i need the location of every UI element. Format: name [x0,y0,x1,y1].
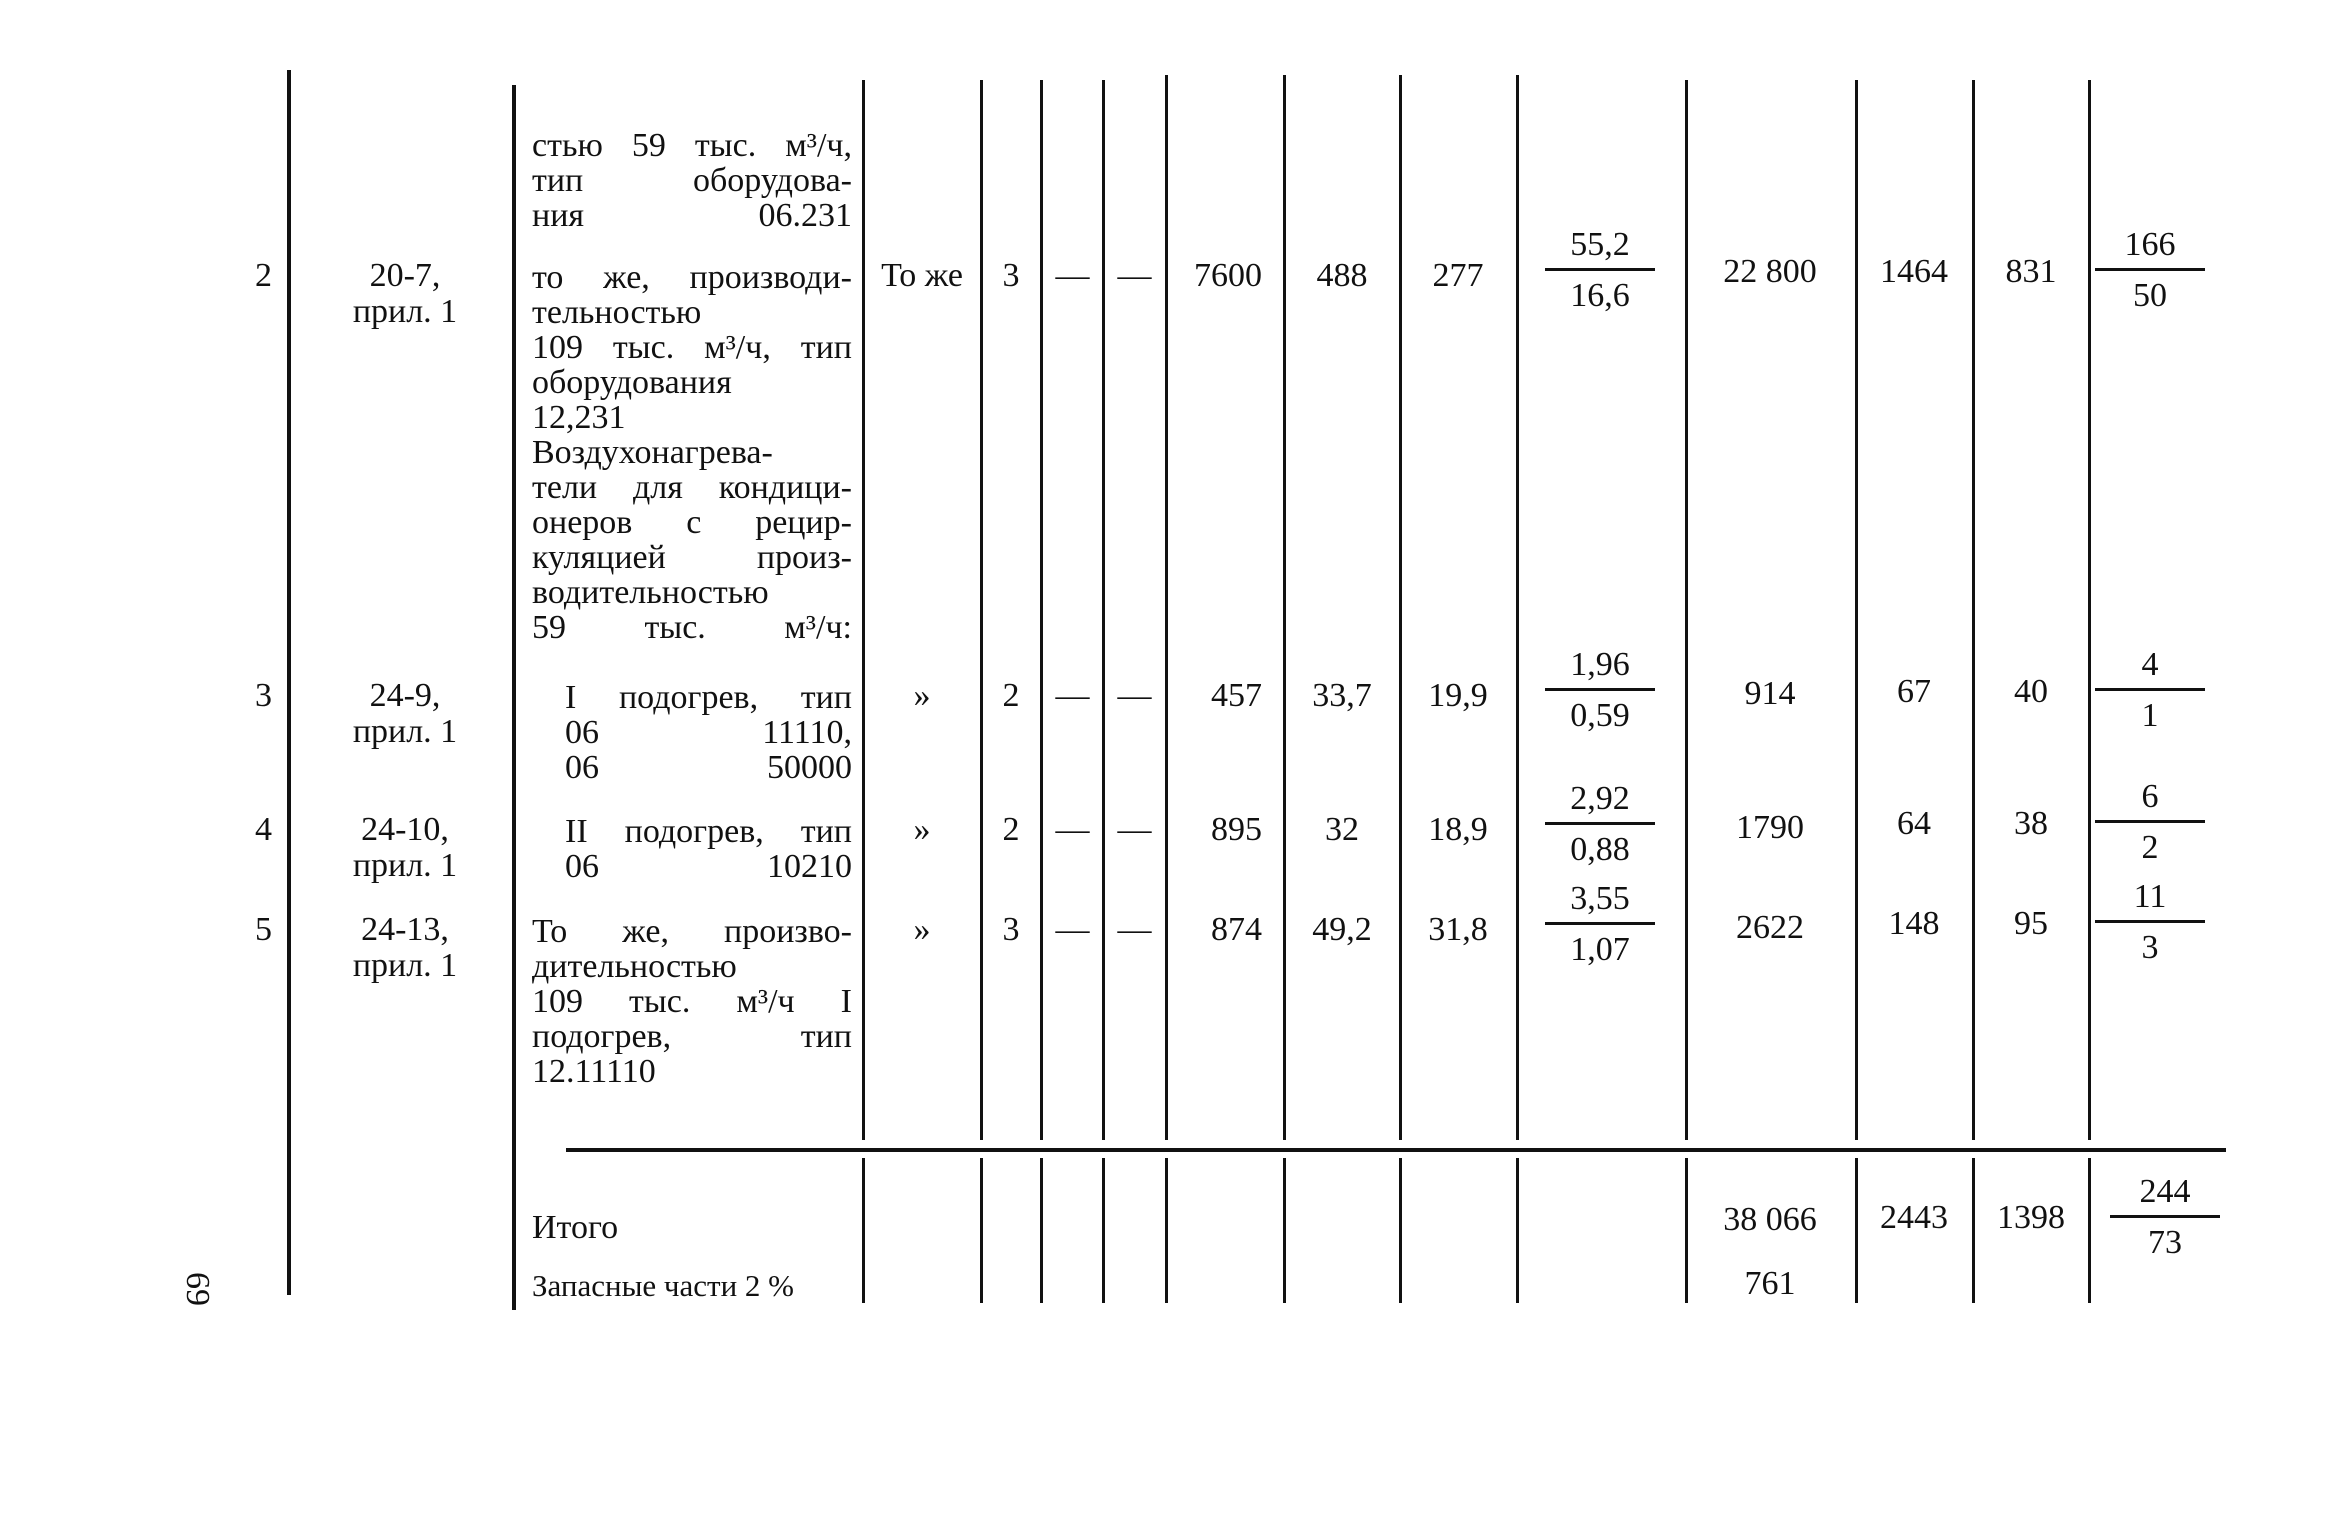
itogo-label: Итого [532,1209,619,1246]
row-total-2: 1464 [1880,253,1948,290]
itogo-total-fraction [2110,1175,2220,1260]
row-price-fraction [1545,228,1655,313]
col-rule-c1 [1102,80,1105,1140]
row-price-fraction [1545,882,1655,967]
desc-line: онеров с рецир- [532,504,852,541]
row-total: 914 [1744,675,1796,712]
desc-line: То же, произво- [532,913,852,950]
row-number: 4 [255,811,272,848]
desc-line: ния 06.231 [532,197,852,234]
desc-line: дительностью [532,948,737,985]
ref-line: прил. 1 [352,713,458,750]
row-col2: — [1117,677,1152,714]
desc-line: оборудования [532,364,732,401]
row-price-2: 32 [1325,811,1359,848]
col-rule-price [1283,75,1286,1140]
row-price-2: 33,7 [1312,677,1372,714]
col-rule-ref [512,85,516,1310]
fraction-denominator: 0,88 [1570,831,1630,868]
col-rule-left [287,70,291,1295]
row-price-3: 18,9 [1428,811,1488,848]
row-price-2: 49,2 [1312,911,1372,948]
spare-parts-label: Запасные части 2 % [532,1268,794,1303]
row-total-3: 40 [2014,673,2048,710]
ref-line: прил. 1 [352,947,458,984]
fraction-numerator: 2,92 [1545,782,1655,825]
fraction-denominator: 1 [2141,697,2159,734]
row-price: 874 [1211,911,1262,948]
sum-rule-pf [1685,1158,1688,1303]
row-price-3: 19,9 [1428,677,1488,714]
ref-line: 24-10, [361,811,449,848]
sum-rule-t3 [2088,1158,2091,1303]
row-total-2: 148 [1888,905,1940,942]
itogo-total-3: 1398 [1997,1199,2065,1236]
ref-line: прил. 1 [352,847,458,884]
row-price-3: 277 [1432,257,1484,294]
desc-line: 59 тыс. м³/ч: [532,609,852,646]
row-unit: » [913,677,931,714]
row-quantity: 3 [1002,911,1020,948]
ref-line: 20-7, [369,257,441,294]
row-total-2: 67 [1897,673,1931,710]
desc-line: то же, производи- [532,259,852,296]
row-price-fraction [1545,782,1655,867]
row-total: 22 800 [1723,253,1817,290]
row-description [532,260,852,645]
row-price: 895 [1211,811,1262,848]
sum-rule-p3 [1516,1158,1519,1303]
row-description [565,814,852,884]
row-price-3: 31,8 [1428,911,1488,948]
sum-rule-t2 [1972,1158,1975,1303]
row-total-3: 38 [2014,805,2048,842]
desc-line: 109 тыс. м³/ч I [532,983,852,1020]
fraction-numerator: 6 [2095,780,2205,823]
row-col2: — [1117,911,1152,948]
col-rule-p3 [1516,75,1519,1140]
col-rule-t2 [1972,80,1975,1140]
row-col1: — [1055,811,1090,848]
row-number: 2 [255,257,272,294]
row-price: 457 [1211,677,1262,714]
row-quantity: 2 [1002,677,1020,714]
sum-rule-unit [980,1158,983,1303]
fraction-numerator: 4 [2095,648,2205,691]
fraction-numerator: 55,2 [1545,228,1655,271]
row-col1: — [1055,911,1090,948]
ref-line: 24-13, [361,911,449,948]
desc-line: I подогрев, тип [565,679,852,716]
fraction-denominator: 16,6 [1570,277,1630,314]
col-rule-c2 [1165,75,1168,1140]
desc-line: 06 11110, [565,714,852,751]
row-total-3: 95 [2014,905,2048,942]
spare-parts-total: 761 [1744,1265,1796,1302]
row-total-fraction [2095,228,2205,313]
desc-line: тели для кондици- [532,469,852,506]
itogo-total-2: 2443 [1880,1199,1948,1236]
desc-line: II подогрев, тип [565,813,852,850]
fraction-numerator: 244 [2110,1175,2220,1218]
fraction-numerator: 1,96 [1545,648,1655,691]
row-unit: То же [881,257,963,294]
row-col1: — [1055,257,1090,294]
col-rule-qty [1040,80,1043,1140]
fraction-denominator: 50 [2133,277,2167,314]
row-description [532,914,852,1089]
sum-rule-p2 [1399,1158,1402,1303]
row-quantity: 3 [1002,257,1020,294]
sum-rule-c2 [1165,1158,1168,1303]
row-price: 7600 [1194,257,1262,294]
row-description [565,680,852,785]
desc-line: 06 10210 [565,848,852,885]
row-description [532,128,852,233]
desc-line: тип оборудова- [532,162,852,199]
row-col2: — [1117,257,1152,294]
desc-line: водительностью [532,574,769,611]
sum-rule-qty [1040,1158,1043,1303]
fraction-denominator: 73 [2148,1224,2182,1261]
row-reference [320,912,490,984]
col-rule-unit [980,80,983,1140]
fraction-numerator: 166 [2095,228,2205,271]
row-reference [320,812,490,884]
desc-line: стью 59 тыс. м³/ч, [532,127,852,164]
row-total-fraction [2095,648,2205,733]
row-number: 5 [255,911,272,948]
row-col1: — [1055,677,1090,714]
col-rule-desc [862,80,865,1140]
itogo-total: 38 066 [1723,1201,1817,1238]
row-total-2: 64 [1897,805,1931,842]
fraction-denominator: 2 [2141,829,2159,866]
fraction-denominator: 3 [2141,929,2159,966]
desc-line: 109 тыс. м³/ч, тип [532,329,852,366]
page-number: 69 [179,1272,216,1306]
row-unit: » [913,911,931,948]
col-rule-total [1855,80,1858,1140]
row-total-3: 831 [2005,253,2057,290]
desc-line: Воздухонагрева- [532,434,773,471]
fraction-denominator: 0,59 [1570,697,1630,734]
row-quantity: 2 [1002,811,1020,848]
col-rule-t3 [2088,80,2091,1140]
row-price-fraction [1545,648,1655,733]
fraction-numerator: 3,55 [1545,882,1655,925]
summary-divider [566,1148,2226,1152]
row-total-fraction [2095,880,2205,965]
sum-rule-desc [862,1158,865,1303]
row-reference [320,258,490,330]
row-number: 3 [255,677,272,714]
row-unit: » [913,811,931,848]
row-total: 1790 [1736,809,1804,846]
sum-rule-price [1283,1158,1286,1303]
row-total-fraction [2095,780,2205,865]
sum-rule-c1 [1102,1158,1105,1303]
desc-line: подогрев, тип [532,1018,852,1055]
row-total: 2622 [1736,909,1804,946]
desc-line: 12.11110 [532,1053,656,1090]
col-rule-p2 [1399,75,1402,1140]
fraction-numerator: 11 [2095,880,2205,923]
fraction-denominator: 1,07 [1570,931,1630,968]
desc-line: куляцией произ- [532,539,852,576]
desc-line: тельностью [532,294,702,331]
sum-rule-total [1855,1158,1858,1303]
desc-line: 06 50000 [565,749,852,786]
ref-line: прил. 1 [352,293,458,330]
row-price-2: 488 [1316,257,1368,294]
row-col2: — [1117,811,1152,848]
col-rule-pf [1685,80,1688,1140]
desc-line: 12,231 [532,399,626,436]
row-reference [320,678,490,750]
ref-line: 24-9, [369,677,441,714]
